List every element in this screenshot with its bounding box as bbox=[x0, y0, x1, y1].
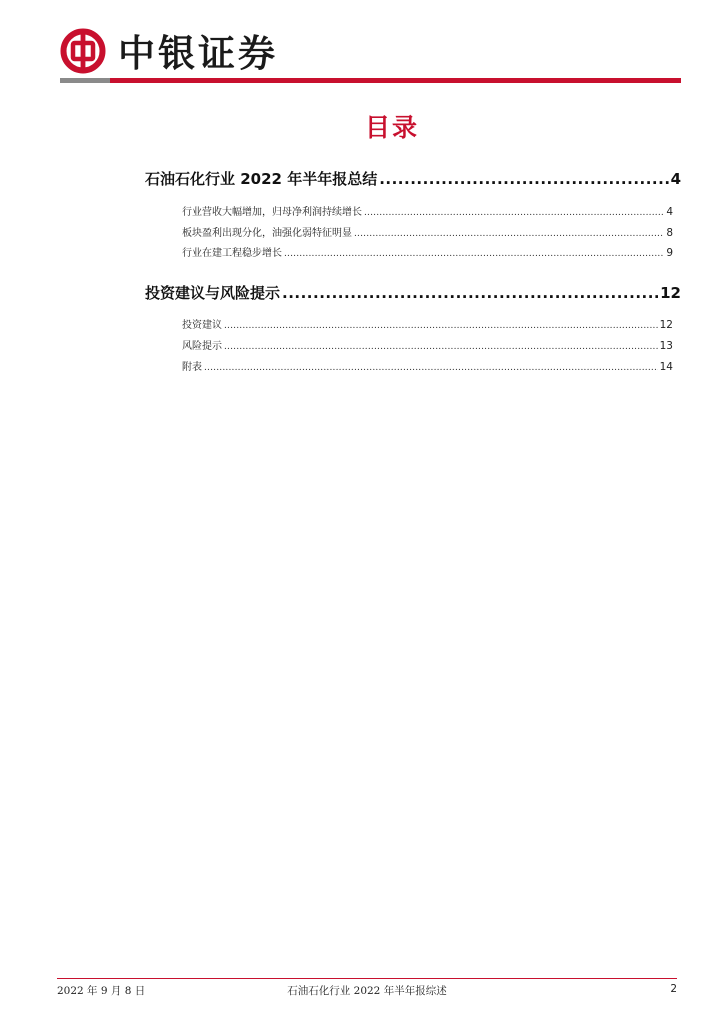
header-rule-red bbox=[110, 78, 681, 83]
toc-entry-page: 13 bbox=[659, 340, 673, 352]
toc-entry-subsection[interactable] bbox=[182, 244, 673, 259]
header-rule-gray bbox=[60, 78, 110, 83]
toc-entry-label: 石油石化行业 2022 年半年报总结 bbox=[145, 170, 378, 188]
toc-entry-label: 板块盈利出现分化，油强化弱特征明显 bbox=[182, 228, 352, 239]
page-footer bbox=[57, 983, 677, 999]
toc-leader-dots bbox=[224, 342, 658, 352]
toc-entry-subsection[interactable] bbox=[182, 203, 673, 218]
toc-entry-label: 行业在建工程稳步增长 bbox=[182, 248, 282, 259]
toc-entry-label: 行业营收大幅增加，归母净利润持续增长 bbox=[182, 207, 362, 218]
footer-rule bbox=[57, 978, 677, 979]
toc-entry-subsection[interactable] bbox=[182, 224, 673, 239]
toc-leader-dots bbox=[204, 363, 658, 373]
toc-entry-page: 9 bbox=[666, 247, 673, 259]
toc-entry-page: 14 bbox=[659, 361, 673, 373]
toc-leader-dots bbox=[224, 321, 658, 331]
toc-entry-subsection[interactable] bbox=[182, 337, 673, 352]
toc-leader-dots bbox=[354, 229, 664, 239]
toc-leader-dots bbox=[282, 284, 658, 302]
toc-entry-page: 12 bbox=[660, 284, 681, 302]
toc-entry-page: 8 bbox=[666, 227, 673, 239]
toc-leader-dots bbox=[379, 170, 668, 188]
footer-page-number: 2 bbox=[670, 983, 677, 995]
page-header bbox=[60, 28, 681, 88]
footer-doc-title: 石油石化行业 2022 年半年报综述 bbox=[287, 985, 447, 997]
toc-entry-label: 投资建议与风险提示 bbox=[145, 284, 281, 302]
footer-date: 2022 年 9 月 8 日 bbox=[57, 985, 146, 997]
toc-leader-dots bbox=[364, 208, 664, 218]
toc-title: 目录 bbox=[364, 113, 419, 142]
toc-entry-label: 附表 bbox=[182, 362, 202, 373]
toc-entry-section-1[interactable] bbox=[145, 168, 681, 189]
toc-entry-page: 12 bbox=[659, 319, 673, 331]
toc-entry-subsection[interactable] bbox=[182, 316, 673, 331]
brand-name: 中银证券 bbox=[118, 31, 278, 75]
header-rule bbox=[60, 78, 681, 83]
toc-entry-subsection[interactable] bbox=[182, 358, 673, 373]
bank-of-china-logo-icon bbox=[60, 28, 106, 74]
toc-entry-page: 4 bbox=[670, 170, 681, 188]
toc-entry-section-2[interactable] bbox=[145, 282, 681, 303]
toc-entry-label: 风险提示 bbox=[182, 341, 222, 352]
toc-entry-label: 投资建议 bbox=[182, 320, 222, 331]
toc-entry-page: 4 bbox=[666, 206, 673, 218]
toc-leader-dots bbox=[284, 249, 664, 259]
